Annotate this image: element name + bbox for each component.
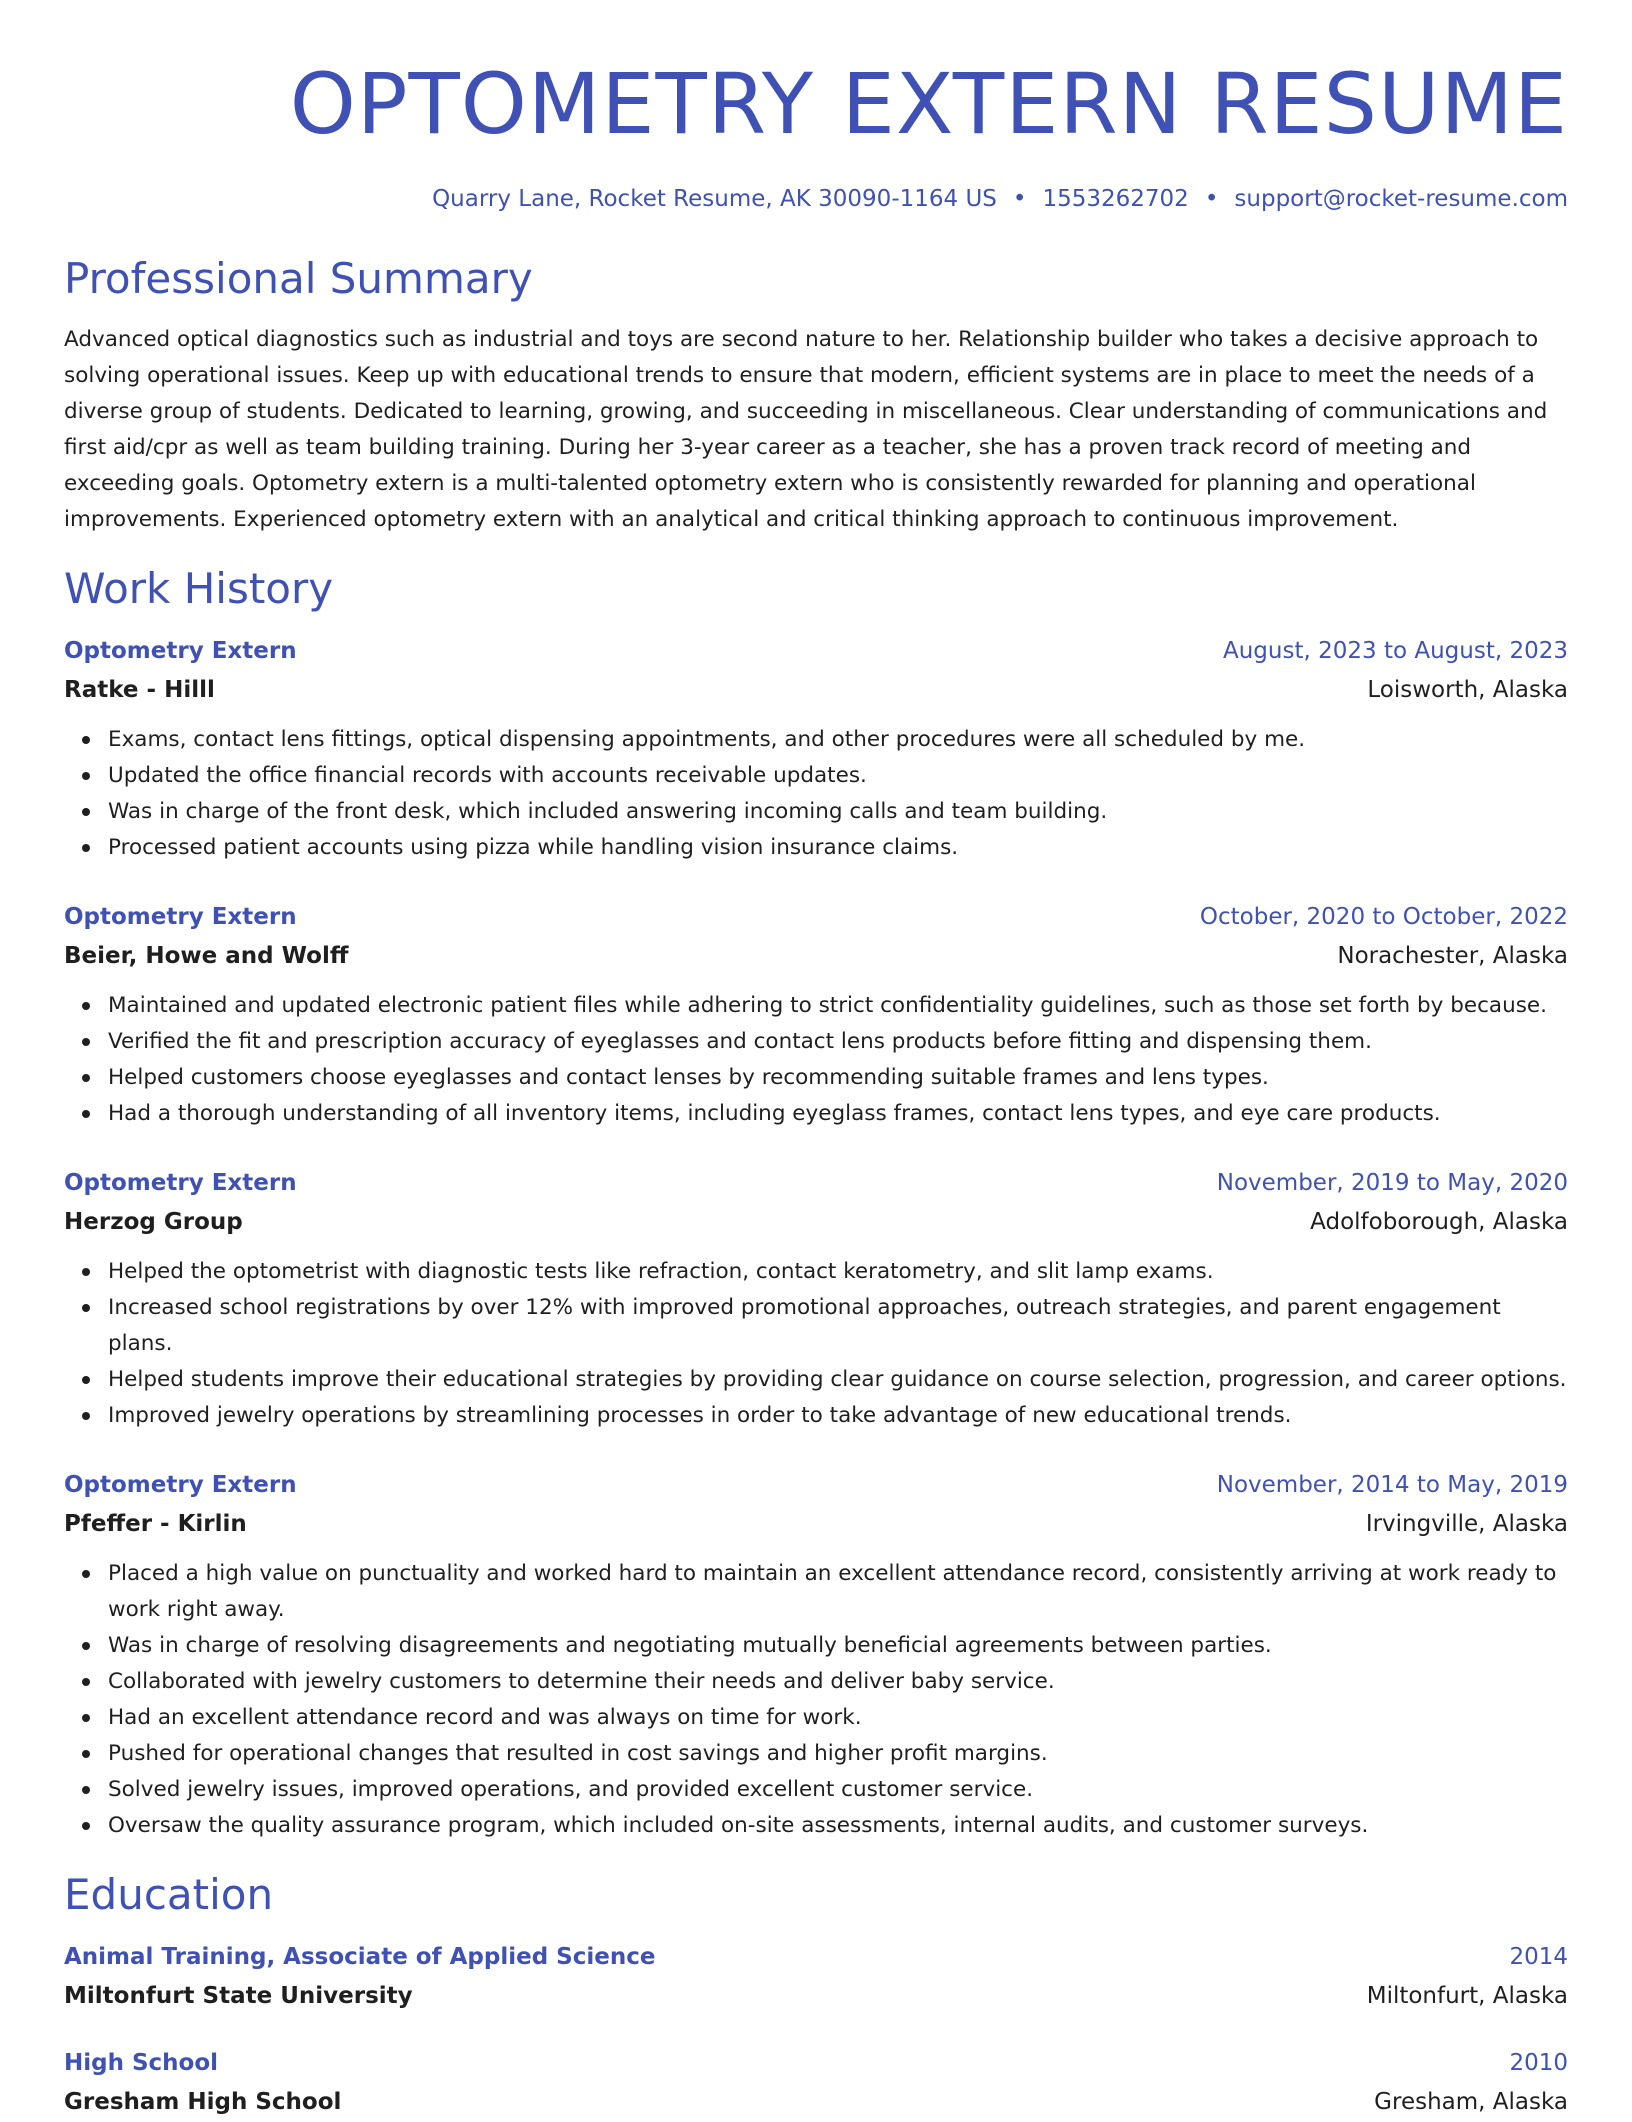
- bullet-item: Solved jewelry issues, improved operations, and provided excellent customer service.: [108, 1772, 1568, 1808]
- job-location: Norachester, Alaska: [1337, 943, 1568, 969]
- education-header-row: [64, 2044, 1568, 2082]
- job-title: Optometry Extern: [64, 1170, 297, 1196]
- job-title: Optometry Extern: [64, 638, 297, 664]
- summary-text: Advanced optical diagnostics such as industrial and toys are second nature to her. Relationship builder who takes a decisive approach to solving operational issues. Keep up with educational trends to ensure that modern, efficient systems are in place to meet the needs of a diverse group of students. Dedicated to learning, growing, and succeeding in miscellaneous. Clear understanding of communications and first aid/cpr as well as team building training. During her 3-year career as a teacher, she has a proven track record of meeting and exceeding goals. Optometry extern is a multi-talented optometry extern who is consistently rewarded for planning and operational improvements. Experienced optometry extern with an analytical and critical thinking approach to continuous improvement.: [64, 327, 1548, 532]
- bullet-item: Was in charge of resolving disagreements and negotiating mutually beneficial agreements between parties.: [108, 1628, 1568, 1664]
- education-year: 2010: [1509, 2050, 1568, 2076]
- bullet-item: Had an excellent attendance record and was always on time for work.: [108, 1700, 1568, 1736]
- job-title: Optometry Extern: [64, 1472, 297, 1498]
- bullet-item: Had a thorough understanding of all inventory items, including eyeglass frames, contact lens types, and eye care products.: [108, 1096, 1568, 1132]
- contact-separator: •: [1204, 186, 1219, 212]
- job-company: Ratke - Hilll: [64, 677, 215, 703]
- job-dates: November, 2014 to May, 2019: [1216, 1472, 1568, 1498]
- job-company-row: [64, 1504, 1568, 1544]
- job-company-row: [64, 670, 1568, 710]
- bullet-item: Pushed for operational changes that resulted in cost savings and higher profit margins.: [108, 1736, 1568, 1772]
- job-dates: November, 2019 to May, 2020: [1216, 1170, 1568, 1196]
- job-header-row: [64, 898, 1568, 936]
- job-location: Irvingville, Alaska: [1365, 1511, 1568, 1537]
- education-school: Miltonfurt State University: [64, 1983, 413, 2009]
- bullet-item: Helped the optometrist with diagnostic tests like refraction, contact keratometry, and slit lamp exams.: [108, 1254, 1568, 1290]
- education-degree: Animal Training, Associate of Applied Science: [64, 1944, 656, 1970]
- job-company-row: [64, 936, 1568, 976]
- job-dates: August, 2023 to August, 2023: [1223, 638, 1568, 664]
- bullet-item: Was in charge of the front desk, which included answering incoming calls and team building.: [108, 794, 1568, 830]
- bullet-item: Maintained and updated electronic patient files while adhering to strict confidentiality guidelines, such as those set forth by because.: [108, 988, 1568, 1024]
- education-entry: [64, 1938, 1568, 2016]
- bullet-item: Helped customers choose eyeglasses and contact lenses by recommending suitable frames and lens types.: [108, 1060, 1568, 1096]
- bullet-item: Oversaw the quality assurance program, which included on-site assessments, internal audits, and customer surveys.: [108, 1808, 1568, 1844]
- job-entry: [64, 1466, 1568, 1844]
- job-header-row: [64, 1164, 1568, 1202]
- bullet-item: Verified the fit and prescription accuracy of eyeglasses and contact lens products before fitting and dispensing them.: [108, 1024, 1568, 1060]
- job-bullets: [64, 1556, 1568, 1844]
- job-company: Pfeffer - Kirlin: [64, 1511, 247, 1537]
- education-school-row: [64, 1976, 1568, 2016]
- education-school: Gresham High School: [64, 2089, 342, 2115]
- contact-phone: 1553262702: [1042, 186, 1189, 212]
- job-header-row: [64, 632, 1568, 670]
- contact-email[interactable]: support@rocket-resume.com: [1234, 186, 1568, 212]
- contact-separator: •: [1012, 186, 1027, 212]
- job-header-row: [64, 1466, 1568, 1504]
- work-history-section: [64, 564, 1568, 1844]
- job-company: Beier, Howe and Wolff: [64, 943, 349, 969]
- resume-header: [64, 0, 1568, 214]
- bullet-item: Improved jewelry operations by streamlining processes in order to take advantage of new educational trends.: [108, 1398, 1568, 1434]
- education-school-row: [64, 2082, 1568, 2122]
- job-title: Optometry Extern: [64, 904, 297, 930]
- bullet-item: Processed patient accounts using pizza while handling vision insurance claims.: [108, 830, 1568, 866]
- job-dates: October, 2020 to October, 2022: [1199, 904, 1568, 930]
- job-entry: [64, 898, 1568, 1132]
- education-year: 2014: [1509, 1944, 1568, 1970]
- bullet-item: Helped students improve their educational strategies by providing clear guidance on course selection, progression, and career options.: [108, 1362, 1568, 1398]
- professional-summary-section: [64, 254, 1568, 538]
- bullet-item: Collaborated with jewelry customers to determine their needs and deliver baby service.: [108, 1664, 1568, 1700]
- bullet-item: Updated the office financial records with accounts receivable updates.: [108, 758, 1568, 794]
- section-title-education: Education: [64, 1870, 274, 1919]
- education-degree: High School: [64, 2050, 219, 2076]
- job-bullets: [64, 722, 1568, 866]
- job-bullets: [64, 1254, 1568, 1434]
- job-location: Loisworth, Alaska: [1367, 677, 1568, 703]
- bullet-item: Placed a high value on punctuality and worked hard to maintain an excellent attendance record, consistently arriving at work ready to work right away.: [108, 1556, 1568, 1628]
- resume-title: OPTOMETRY EXTERN RESUME: [289, 55, 1568, 153]
- education-location: Gresham, Alaska: [1374, 2089, 1568, 2115]
- education-entry: [64, 2044, 1568, 2122]
- section-title-summary: Professional Summary: [64, 254, 533, 303]
- job-company-row: [64, 1202, 1568, 1242]
- contact-address: Quarry Lane, Rocket Resume, AK 30090-1164 US: [432, 186, 997, 212]
- education-location: Miltonfurt, Alaska: [1366, 1983, 1568, 2009]
- section-title-work: Work History: [64, 564, 334, 613]
- education-section: [64, 1870, 1568, 2122]
- contact-line: [64, 184, 1568, 214]
- bullet-item: Increased school registrations by over 12% with improved promotional approaches, outreach strategies, and parent engagement plans.: [108, 1290, 1568, 1362]
- education-header-row: [64, 1938, 1568, 1976]
- job-entry: [64, 1164, 1568, 1434]
- job-company: Herzog Group: [64, 1209, 243, 1235]
- job-entry: [64, 632, 1568, 866]
- bullet-item: Exams, contact lens fittings, optical dispensing appointments, and other procedures were all scheduled by me.: [108, 722, 1568, 758]
- job-bullets: [64, 988, 1568, 1132]
- job-location: Adolfoborough, Alaska: [1310, 1209, 1568, 1235]
